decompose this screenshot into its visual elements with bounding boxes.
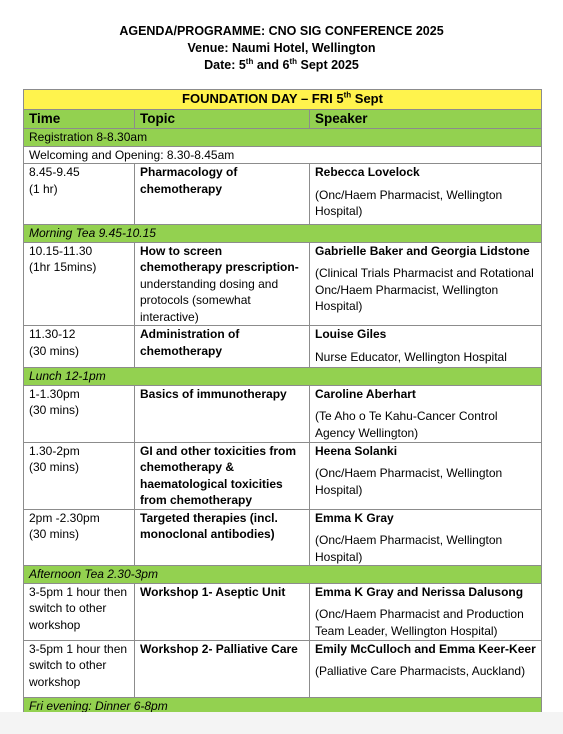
- session-topic: Workshop 2- Palliative Care: [135, 640, 310, 697]
- dinner-band: Fri evening: Dinner 6-8pm: [24, 697, 542, 715]
- session-topic: Workshop 1- Aseptic Unit: [135, 583, 310, 640]
- session-topic: Administration of chemotherapy: [135, 326, 310, 368]
- lunch-band: Lunch 12-1pm: [24, 368, 542, 386]
- session-time: 1-1.30pm (30 mins): [24, 385, 135, 442]
- session-time: 10.15-11.30 (1hr 15mins): [24, 242, 135, 326]
- welcome-row: [24, 146, 542, 164]
- session-time: 2pm -2.30pm (30 mins): [24, 509, 135, 566]
- registration-row: [24, 129, 542, 147]
- afternoon-tea-band: Afternoon Tea 2.30-3pm: [24, 566, 542, 584]
- venue-line: Venue: Naumi Hotel, Wellington: [187, 41, 376, 55]
- session-time: 11.30-12 (30 mins): [24, 326, 135, 368]
- session-speaker: Gabrielle Baker and Georgia Lidstone (Clinical Trials Pharmacist and Rotational Onc/Haem Pharmacist, Wellington Hospital): [310, 242, 542, 326]
- agenda-header: [0, 0, 563, 74]
- session-speaker: Emma K Gray (Onc/Haem Pharmacist, Wellington Hospital): [310, 509, 542, 566]
- date-line: Date: 5th and 6th Sept 2025: [204, 56, 359, 72]
- session-speaker: Rebecca Lovelock (Onc/Haem Pharmacist, Wellington Hospital): [310, 164, 542, 225]
- welcome-band: Welcoming and Opening: 8.30-8.45am: [24, 146, 542, 164]
- session-row: [24, 164, 542, 225]
- session-time: 3-5pm 1 hour then switch to other workshop: [24, 583, 135, 640]
- afternoon-tea-row: [24, 566, 542, 584]
- lunch-row: [24, 368, 542, 386]
- agenda-title: AGENDA/PROGRAMME: CNO SIG CONFERENCE 2025: [119, 24, 444, 38]
- session-topic: Pharmacology of chemotherapy: [135, 164, 310, 225]
- session-topic: How to screen chemotherapy prescription- understanding dosing and protocols (somewhat interactive): [135, 242, 310, 326]
- col-header-time: Time: [24, 109, 135, 129]
- column-header-row: [24, 109, 542, 129]
- col-header-topic: Topic: [135, 109, 310, 129]
- session-row: [24, 242, 542, 326]
- session-row: [24, 583, 542, 640]
- session-row: [24, 326, 542, 368]
- morning-tea-band: Morning Tea 9.45-10.15: [24, 225, 542, 243]
- session-speaker: Caroline Aberhart (Te Aho o Te Kahu-Cancer Control Agency Wellington): [310, 385, 542, 442]
- session-topic: Basics of immunotherapy: [135, 385, 310, 442]
- session-row: [24, 442, 542, 509]
- session-time: 1.30-2pm (30 mins): [24, 442, 135, 509]
- day-heading: FOUNDATION DAY – FRI 5th Sept: [24, 90, 542, 110]
- registration-band: Registration 8-8.30am: [24, 129, 542, 147]
- session-time: 8.45-9.45 (1 hr): [24, 164, 135, 225]
- day-heading-row: [24, 90, 542, 110]
- session-speaker: Emily McCulloch and Emma Keer-Keer (Palliative Care Pharmacists, Auckland): [310, 640, 542, 697]
- session-speaker: Heena Solanki (Onc/Haem Pharmacist, Wellington Hospital): [310, 442, 542, 509]
- session-row: [24, 509, 542, 566]
- session-speaker: Louise Giles Nurse Educator, Wellington Hospital: [310, 326, 542, 368]
- session-row: [24, 385, 542, 442]
- col-header-speaker: Speaker: [310, 109, 542, 129]
- morning-tea-row: [24, 225, 542, 243]
- page-bottom-strip: [0, 712, 563, 734]
- session-topic: GI and other toxicities from chemotherapy & haematological toxicities from chemotherapy: [135, 442, 310, 509]
- session-row: [24, 640, 542, 697]
- session-time: 3-5pm 1 hour then switch to other workshop: [24, 640, 135, 697]
- session-speaker: Emma K Gray and Nerissa Dalusong (Onc/Haem Pharmacist and Production Team Leader, Wellington Hospital): [310, 583, 542, 640]
- session-topic: Targeted therapies (incl. monoclonal antibodies): [135, 509, 310, 566]
- agenda-table: [23, 89, 542, 715]
